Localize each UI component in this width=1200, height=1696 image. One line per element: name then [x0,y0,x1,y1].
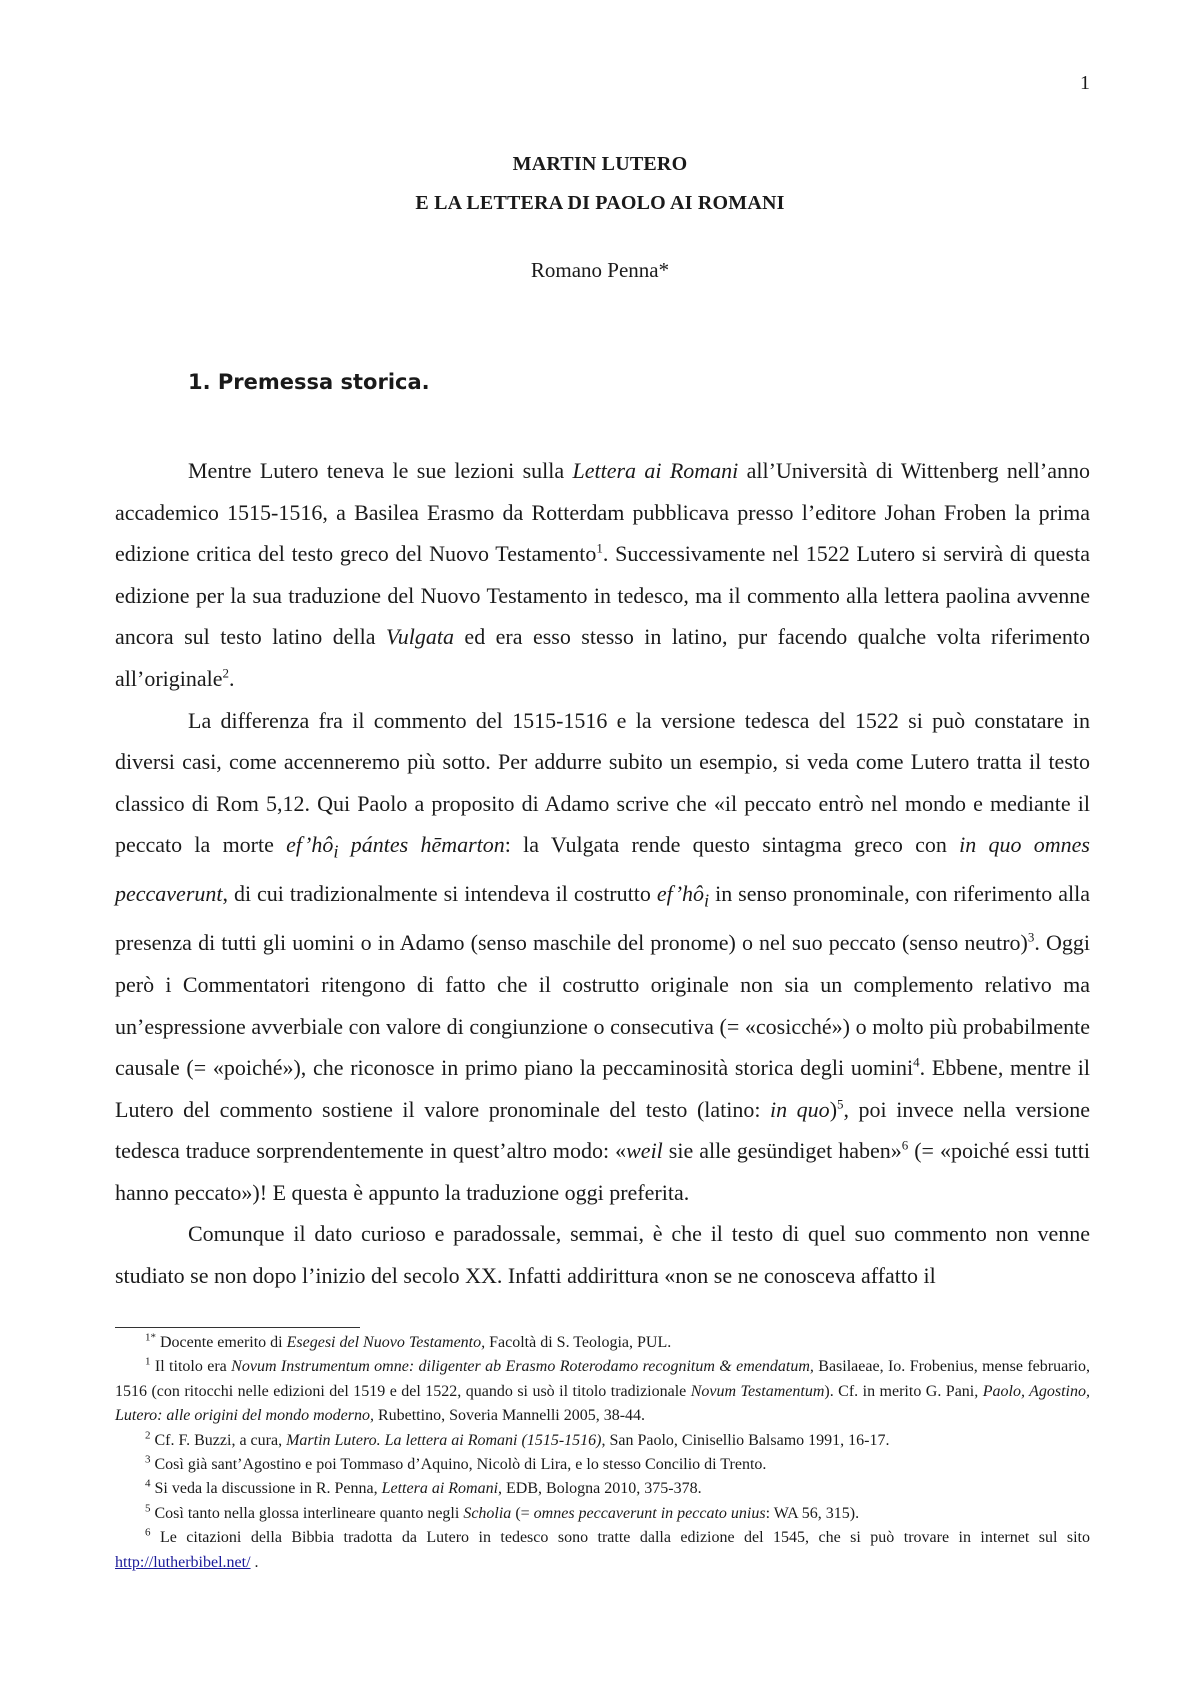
footnote-ref-4: 4 [913,1054,920,1070]
section-heading: 1. Premessa storica. [188,370,430,394]
footnote-ref-1: 1 [596,540,603,556]
footnote-1: $^1$ Il titolo era Novum Instrumentum omne: diligenter ab Erasmo Roterodamo recognitum & emendatum, Basilaeae, Io. Frobenius, mense februario, 1516 (con ritocchi nelle edizioni del 1519 e del 1522, quando si usò il titolo tradizionale Novum Testamentum). Cf. in merito G. Pani, Paolo, Agostino, Lutero: alle origini del mondo moderno, Rubettino, Soveria Mannelli 2005, 38-44. [115,1356,1091,1425]
footnote-3: $^3$ Così già sant’Agostino e poi Tommaso d’Aquino, Nicolò di Lira, e lo stesso Concilio di Trento. [145,1453,767,1474]
footnote-ref-5: 5 [837,1096,844,1112]
author: Romano Penna* [530,258,670,282]
title-line-1: MARTIN LUTERO [512,153,688,175]
footnote-author: $^{1*}$ Docente emerito di Esegesi del Nuovo Testamento, Facoltà di S. Teologia, PUL. [145,1331,672,1351]
title-block [0,145,1200,223]
title-line-2: E LA LETTERA DI PAOLO AI ROMANI [415,192,785,214]
footnote-ref-3: 3 [1027,929,1035,945]
body-text [115,450,1090,1297]
footnote-5: $^5$ Così tanto nella glossa interlineare quanto negli Scholia (= omnes peccaverunt in peccato unius: WA 56, 315). [145,1502,860,1522]
paragraph-1: Mentre Lutero teneva le sue lezioni sulla Lettera ai Romani all’Università di Wittenberg nell’anno accademico 1515-1516, a Basilea Erasmo da Rotterdam pubblicava presso l’editore Johan Froben la prima edizione critica del testo greco del Nuovo Testamento$^1$. Successivamente nel 1522 Lutero si servirà di questa edizione per la sua traduzione del Nuovo Testamento in tedesco, ma il commento alla lettera paolina avvenne ancora sul testo latino della Vulgata ed era esso stesso in latino, pur facendo qualche volta riferimento all’originale$^2$. [115,458,1091,691]
footnote-2: $^2$ Cf. F. Buzzi, a cura, Martin Lutero. La lettera ai Romani (1515-1516), San Paolo, Cinisellio Balsamo 1991, 16-17. [145,1429,890,1449]
footnote-ref-6: 6 [901,1137,909,1153]
footnote-separator [115,1327,360,1328]
footnote-ref-2: 2 [222,665,230,681]
paragraph-3: Comunque il dato curioso e paradossale, semmai, è che il testo di quel suo commento non venne studiato se non dopo l’inizio del secolo XX. Infatti addirittura «non se ne conosceva affatto il [115,1221,1090,1289]
page-number: 1 [1080,72,1090,94]
footnote-4: $^4$ Si veda la discussione in R. Penna, Lettera ai Romani, EDB, Bologna 2010, 375-378. [145,1478,702,1498]
footnote-6: $^6$ Le citazioni della Bibbia tradotta da Lutero in tedesco sono tratte dalla edizione del 1545, che si può trovare in internet sul sito http://lutherbibel.net/ . [115,1526,1090,1571]
footnotes [115,1331,1090,1575]
paragraph-2: La differenza fra il commento del 1515-1516 e la versione tedesca del 1522 si può constatare in diversi casi, come accenneremo più sotto. Per addurre subito un esempio, si veda come Lutero tratta il testo classico di Rom 5,12. Qui Paolo a proposito di Adamo scrive che «il peccato entrò nel mondo e mediante il peccato la morte $ef’hô_i$ pántes hēmarton: la Vulgata rende questo sintagma greco con in quo omnes peccaverunt, di cui tradizionalmente si intendeva il costrutto $ef’hô_i$ in senso pronominale, con riferimento alla presenza di tutti gli uomini o in Adamo (senso maschile del pronome) o nel suo peccato (senso neutro)$^3$. Oggi però i Commentatori ritengono di fatto che il costrutto originale non sia un complemento relativo ma un’espressione avverbiale con valore di congiunzione o consecutiva (= «cosicché») o molto più probabilmente causale (= «poiché»), che riconosce in primo piano la peccaminosità storica degli uomini$^4$. Ebbene, mentre il Lutero del commento sostiene il valore pronominale del testo (latino: in quo)$^5$, poi invece nella versione tedesca traduce sorprendentemente in quest’altro modo: «weil sie alle gesündiget haben»$^6$ (= «poiché essi tutti hanno peccato»)! E questa è appunto la traduzione oggi preferita. [115,707,1091,1205]
lutherbibel-link[interactable]: http://lutherbibel.net/ [115,1553,251,1571]
